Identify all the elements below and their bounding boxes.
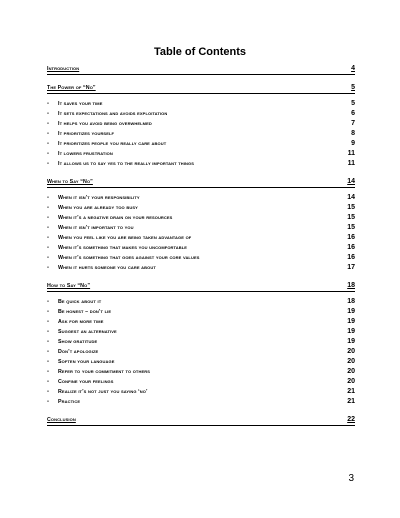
toc-entry-label: Suggest an alternative <box>58 329 117 335</box>
toc-entry-row[interactable] <box>47 119 355 129</box>
toc-entry-row[interactable] <box>47 99 355 109</box>
toc-entry-row[interactable] <box>47 203 355 213</box>
toc-entry-row[interactable] <box>47 193 355 203</box>
toc-entry-row[interactable] <box>47 307 355 317</box>
bullet-icon: - <box>47 121 49 127</box>
toc-entry-label: Be honest – don’t lie <box>58 309 112 315</box>
bullet-icon: - <box>47 309 49 315</box>
section-gap <box>47 407 355 415</box>
toc-section-page: 22 <box>347 416 355 423</box>
toc-entry-page: 15 <box>347 224 355 231</box>
toc-section-row[interactable] <box>47 177 355 188</box>
bullet-icon: - <box>47 359 49 365</box>
toc-entry-label: It lowers frustration <box>58 151 113 157</box>
toc-entry-label: It sets expectations and avoids exploitation <box>58 111 168 117</box>
bullet-icon: - <box>47 131 49 137</box>
toc-entry-label: Be quick about it <box>58 299 102 305</box>
toc-entry-row[interactable] <box>47 233 355 243</box>
toc-entry-page: 20 <box>347 378 355 385</box>
toc-entry-label: It prioritizes yourself <box>58 131 115 137</box>
toc-entry-row[interactable] <box>47 377 355 387</box>
toc-entry-label: When it isn’t your responsibility <box>58 195 140 201</box>
toc-entry-row[interactable] <box>47 243 355 253</box>
table-of-contents <box>47 64 355 426</box>
toc-section-row[interactable] <box>47 83 355 94</box>
toc-entry-row[interactable] <box>47 297 355 307</box>
toc-entry-page: 7 <box>351 120 355 127</box>
toc-entry-page: 9 <box>351 140 355 147</box>
toc-entry-row[interactable] <box>47 387 355 397</box>
bullet-icon: - <box>47 369 49 375</box>
toc-section-label: Conclusion <box>47 417 76 423</box>
bullet-icon: - <box>47 215 49 221</box>
page-title: Table of Contents <box>153 46 247 58</box>
toc-section-label: The Power of “No” <box>47 85 96 91</box>
toc-entry-page: 6 <box>351 110 355 117</box>
toc-entry-label: When it hurts someone you care about <box>58 265 156 271</box>
toc-entry-page: 16 <box>347 244 355 251</box>
toc-entry-row[interactable] <box>47 263 355 273</box>
toc-entry-label: It saves your time <box>58 101 103 107</box>
toc-section-label: How to Say “No” <box>47 283 91 289</box>
toc-section-row[interactable] <box>47 415 355 426</box>
toc-section-row[interactable] <box>47 64 355 75</box>
toc-entry-label: When you feel like you are being taken advantage of <box>58 235 192 241</box>
bullet-icon: - <box>47 235 49 241</box>
toc-entry-page: 19 <box>347 318 355 325</box>
toc-entry-label: It prioritizes people you really care about <box>58 141 167 147</box>
toc-entry-row[interactable] <box>47 139 355 149</box>
toc-entry-page: 19 <box>347 308 355 315</box>
page-number: 3 <box>348 473 354 484</box>
toc-entry-row[interactable] <box>47 223 355 233</box>
bullet-icon: - <box>47 245 49 251</box>
toc-entry-label: Confine your feelings <box>58 379 114 385</box>
bullet-icon: - <box>47 205 49 211</box>
toc-entry-page: 16 <box>347 234 355 241</box>
toc-entry-page: 11 <box>347 150 355 157</box>
bullet-icon: - <box>47 101 49 107</box>
toc-entry-page: 15 <box>347 204 355 211</box>
toc-section-page: 4 <box>351 65 355 72</box>
toc-entry-page: 19 <box>347 328 355 335</box>
toc-entry-row[interactable] <box>47 357 355 367</box>
bullet-icon: - <box>47 299 49 305</box>
toc-entry-label: Ask for more time <box>58 319 104 325</box>
toc-entry-row[interactable] <box>47 253 355 263</box>
bullet-icon: - <box>47 389 49 395</box>
bullet-icon: - <box>47 151 49 157</box>
bullet-icon: - <box>47 265 49 271</box>
toc-entry-row[interactable] <box>47 367 355 377</box>
toc-entry-label: When it’s a negative drain on your resources <box>58 215 173 221</box>
toc-entry-label: When it’s something that goes against your core values <box>58 255 200 261</box>
toc-entry-page: 19 <box>347 338 355 345</box>
bullet-icon: - <box>47 141 49 147</box>
bullet-icon: - <box>47 319 49 325</box>
toc-entry-page: 14 <box>347 194 355 201</box>
toc-entry-page: 18 <box>347 298 355 305</box>
toc-entry-row[interactable] <box>47 159 355 169</box>
toc-entry-page: 15 <box>347 214 355 221</box>
toc-entry-label: Refer to your commitment to others <box>58 369 150 375</box>
bullet-icon: - <box>47 349 49 355</box>
bullet-icon: - <box>47 161 49 167</box>
toc-entry-page: 8 <box>351 130 355 137</box>
toc-entry-label: Show gratitude <box>58 339 98 345</box>
toc-section-row[interactable] <box>47 281 355 292</box>
bullet-icon: - <box>47 329 49 335</box>
toc-entry-page: 20 <box>347 358 355 365</box>
toc-section-label: Introduction <box>47 66 80 72</box>
toc-section-page: 14 <box>347 178 355 185</box>
toc-entry-label: It allows us to say yes to the really important things <box>58 161 194 167</box>
toc-entry-row[interactable] <box>47 397 355 407</box>
toc-section-page: 5 <box>351 84 355 91</box>
toc-entry-label: When it isn’t important to you <box>58 225 134 231</box>
toc-entry-row[interactable] <box>47 327 355 337</box>
toc-entry-page: 5 <box>351 100 355 107</box>
section-gap <box>47 169 355 177</box>
toc-entry-page: 11 <box>347 160 355 167</box>
toc-entry-label: Practice <box>58 399 81 405</box>
toc-section-label: When to Say “No” <box>47 179 93 185</box>
toc-entry-row[interactable] <box>47 213 355 223</box>
bullet-icon: - <box>47 111 49 117</box>
section-gap <box>47 273 355 281</box>
toc-entry-page: 21 <box>347 388 355 395</box>
toc-entry-row[interactable] <box>47 149 355 159</box>
toc-entry-page: 20 <box>347 348 355 355</box>
bullet-icon: - <box>47 225 49 231</box>
toc-entry-row[interactable] <box>47 129 355 139</box>
toc-entry-row[interactable] <box>47 337 355 347</box>
toc-entry-row[interactable] <box>47 109 355 119</box>
toc-entry-label: Soften your language <box>58 359 115 365</box>
toc-entry-row[interactable] <box>47 347 355 357</box>
toc-entry-label: When it’s something that makes you uncomfortable <box>58 245 188 251</box>
toc-entry-page: 17 <box>347 264 355 271</box>
section-gap <box>47 75 355 83</box>
toc-entry-label: It helps you avoid being overwhelmed <box>58 121 152 127</box>
toc-section-page: 18 <box>347 282 355 289</box>
bullet-icon: - <box>47 379 49 385</box>
toc-entry-label: Realize it’s not just you saying ‘no’ <box>58 389 148 395</box>
toc-entry-page: 20 <box>347 368 355 375</box>
toc-entry-label: When you are already too busy <box>58 205 138 211</box>
toc-entry-label: Don’t apologize <box>58 349 99 355</box>
bullet-icon: - <box>47 195 49 201</box>
toc-entry-row[interactable] <box>47 317 355 327</box>
bullet-icon: - <box>47 255 49 261</box>
toc-entry-page: 21 <box>347 398 355 405</box>
toc-entry-page: 16 <box>347 254 355 261</box>
bullet-icon: - <box>47 339 49 345</box>
bullet-icon: - <box>47 399 49 405</box>
